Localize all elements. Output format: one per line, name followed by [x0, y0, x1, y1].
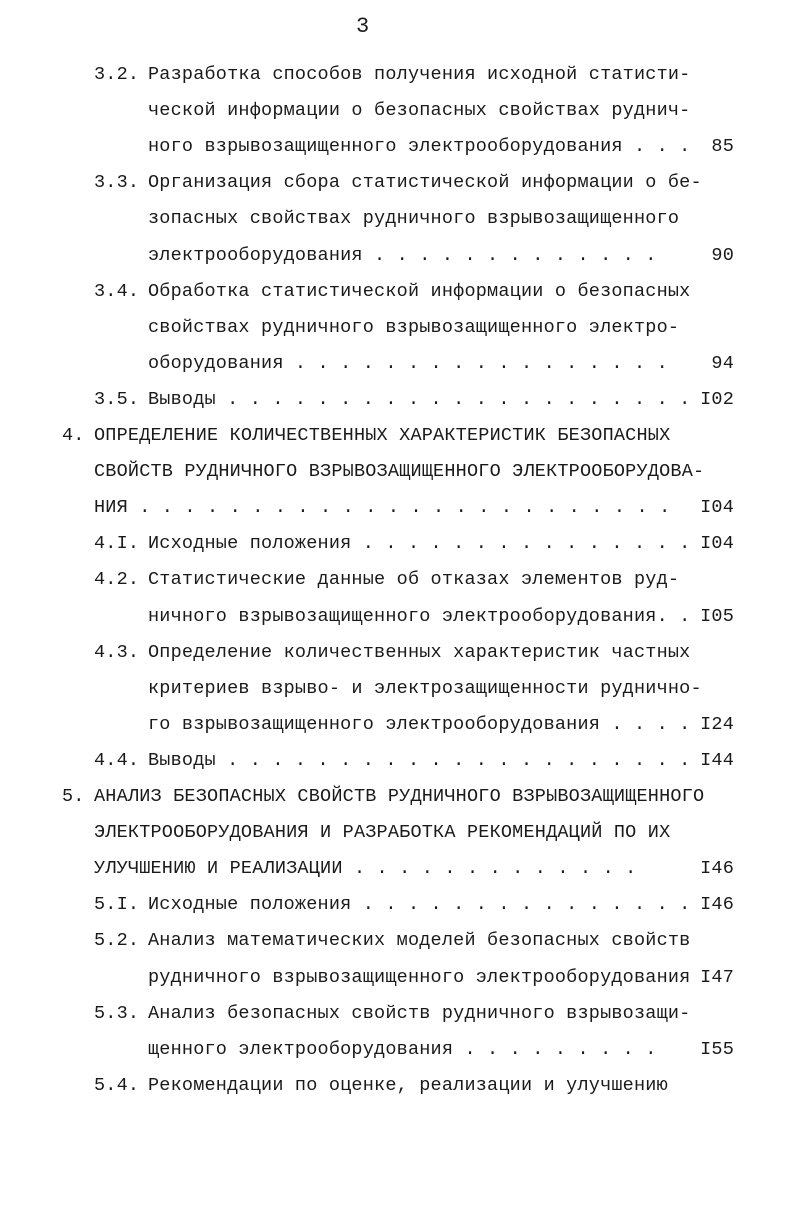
section-title: Анализ математических моделей безопасных свойств — [148, 930, 691, 952]
section-number: 4.3. — [94, 641, 140, 663]
page-reference: I24 — [700, 713, 734, 735]
section-title: Исходные положения . . . . . . . . . . . . . . . — [148, 894, 691, 916]
section-title: НИЯ . . . . . . . . . . . . . . . . . . . . . . . . — [94, 497, 671, 519]
section-number: 4. — [62, 425, 85, 446]
section-number: 3.4. — [94, 280, 140, 302]
section-title: ничного взрывозащищенного электрооборудования. . — [148, 605, 691, 627]
section-title: Разработка способов получения исходной статисти- — [148, 64, 691, 85]
toc-line — [0, 858, 796, 894]
toc-line — [0, 208, 796, 244]
section-title: оборудования . . . . . . . . . . . . . . . . . — [148, 352, 668, 374]
toc-line — [0, 894, 796, 930]
toc-line — [0, 281, 796, 317]
page-reference: 90 — [711, 244, 734, 266]
section-title: ЭЛЕКТРООБОРУДОВАНИЯ И РАЗРАБОТКА РЕКОМЕНДАЦИЙ ПО ИХ — [94, 822, 671, 844]
section-title: ОПРЕДЕЛЕНИЕ КОЛИЧЕСТВЕННЫХ ХАРАКТЕРИСТИК БЕЗОПАСНЫХ — [94, 425, 671, 446]
page-reference: I02 — [700, 388, 734, 410]
toc-line — [0, 461, 796, 497]
section-number: 5. — [62, 786, 85, 807]
toc-line — [0, 425, 796, 461]
toc-line — [0, 569, 796, 605]
section-title: Статистические данные об отказах элементов руд- — [148, 569, 680, 591]
toc-line — [0, 750, 796, 786]
section-title: критериев взрыво- и электрозащищенности руднично- — [148, 677, 702, 699]
toc-line — [0, 497, 796, 533]
section-number: 4.4. — [94, 749, 140, 771]
section-number: 4.I. — [94, 533, 140, 555]
section-title: го взрывозащищенного электрооборудования . . . . — [148, 713, 691, 735]
page-number: 3 — [356, 14, 370, 39]
toc-line — [0, 389, 796, 425]
toc-line — [0, 64, 796, 100]
section-number: 4.2. — [94, 569, 140, 591]
toc-line — [0, 678, 796, 714]
page-reference: I05 — [700, 605, 734, 627]
section-title: Выводы . . . . . . . . . . . . . . . . . . . . . — [148, 749, 691, 771]
section-title: Определение количественных характеристик частных — [148, 641, 691, 663]
page-reference: I47 — [700, 966, 734, 988]
section-title: Анализ безопасных свойств рудничного взрывозащи- — [148, 1002, 691, 1024]
toc-line — [0, 353, 796, 389]
page-reference: I04 — [700, 497, 734, 519]
section-number: 5.3. — [94, 1002, 140, 1024]
section-title: электрооборудования . . . . . . . . . . . . . — [148, 244, 657, 266]
toc-line — [0, 822, 796, 858]
section-title: щенного электрооборудования . . . . . . . . . — [148, 1038, 657, 1060]
page-reference: I46 — [700, 858, 734, 880]
section-title: АНАЛИЗ БЕЗОПАСНЫХ СВОЙСТВ РУДНИЧНОГО ВЗРЫВОЗАЩИЩЕННОГО — [94, 786, 705, 807]
section-number: 3.2. — [94, 64, 140, 85]
page-reference: I44 — [700, 749, 734, 771]
section-title: Организация сбора статистической информации о бе- — [148, 172, 702, 194]
section-title: СВОЙСТВ РУДНИЧНОГО ВЗРЫВОЗАЩИЩЕННОГО ЭЛЕКТРООБОРУДОВА- — [94, 461, 705, 483]
toc-line — [0, 533, 796, 569]
section-title: Исходные положения . . . . . . . . . . . . . . . — [148, 533, 691, 555]
section-number: 5.4. — [94, 1074, 140, 1096]
page-reference: 94 — [711, 352, 734, 374]
page-reference: I04 — [700, 533, 734, 555]
section-title: Выводы . . . . . . . . . . . . . . . . . . . . . — [148, 388, 691, 410]
section-title: зопасных свойствах рудничного взрывозащищенного — [148, 208, 680, 230]
section-title: рудничного взрывозащищенного электрооборудования — [148, 966, 691, 988]
toc-line — [0, 1003, 796, 1039]
page-reference: I55 — [700, 1038, 734, 1060]
section-title: Обработка статистической информации о безопасных — [148, 280, 691, 302]
section-title: ческой информации о безопасных свойствах руднич- — [148, 100, 691, 122]
section-number: 3.5. — [94, 388, 140, 410]
toc-line — [0, 136, 796, 172]
section-number: 3.3. — [94, 172, 140, 194]
section-title: ного взрывозащищенного электрооборудования . . . — [148, 136, 691, 158]
toc-line — [0, 714, 796, 750]
toc-line — [0, 786, 796, 822]
section-title: Рекомендации по оценке, реализации и улучшению — [148, 1074, 668, 1096]
toc-line — [0, 642, 796, 678]
toc-line — [0, 317, 796, 353]
section-title: УЛУЧШЕНИЮ И РЕАЛИЗАЦИИ . . . . . . . . . . . . . — [94, 858, 637, 880]
toc-line — [0, 1039, 796, 1075]
toc-line — [0, 930, 796, 966]
section-title: свойствах рудничного взрывозащищенного электро- — [148, 316, 680, 338]
toc-line — [0, 245, 796, 281]
toc-line — [0, 967, 796, 1003]
section-number: 5.I. — [94, 894, 140, 916]
toc-line — [0, 606, 796, 642]
section-number: 5.2. — [94, 930, 140, 952]
toc-line — [0, 100, 796, 136]
toc-line — [0, 1075, 796, 1111]
page-reference: I46 — [700, 894, 734, 916]
toc-line — [0, 172, 796, 208]
page-reference: 85 — [711, 136, 734, 158]
